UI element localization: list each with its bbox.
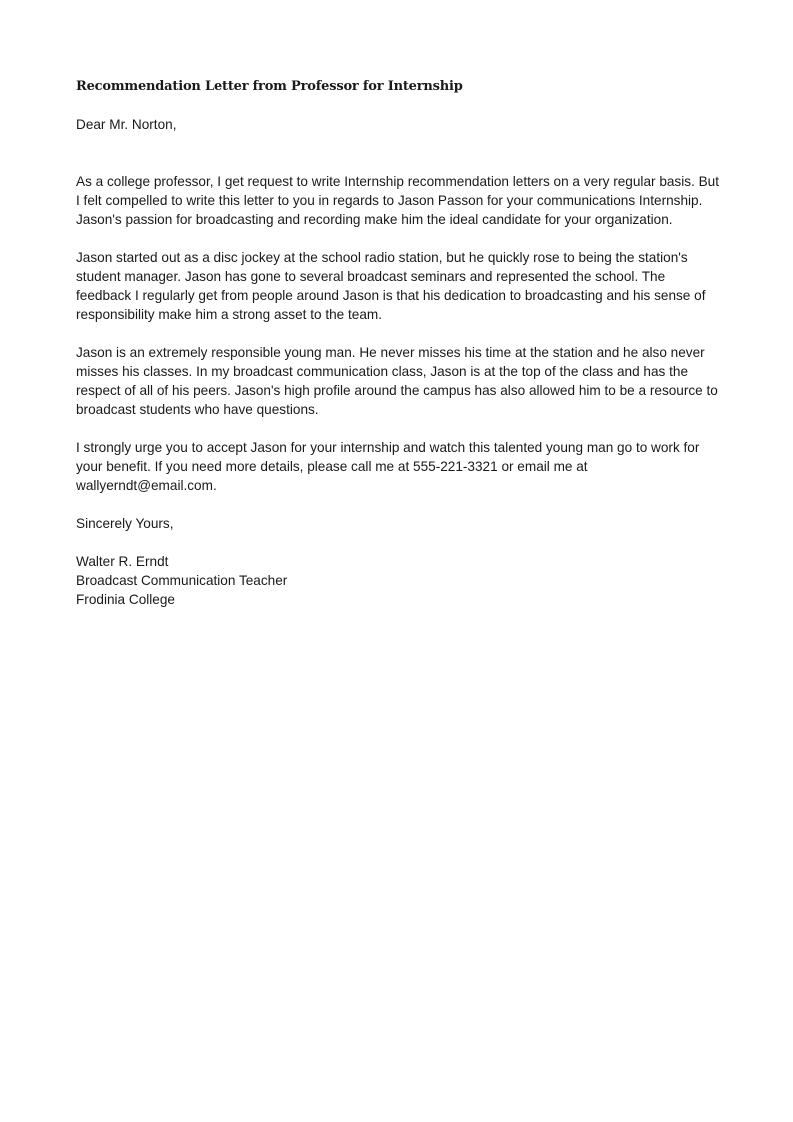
signer-name: Walter R. Erndt [76, 554, 169, 569]
letter-body [76, 78, 721, 609]
signature-block [76, 552, 721, 609]
salutation: Dear Mr. Norton, [76, 117, 177, 132]
paragraph-2: Jason started out as a disc jockey at the school radio station, but he quickly rose to being the station's student manager. Jason has gone to several broadcast seminars and represented the school. The feedback I regularly get from people around Jason is that his dedication to broadcasting and his sense of responsibility make him a strong asset to the team. [76, 250, 706, 322]
signer-institution: Frodinia College [76, 592, 175, 607]
letter-title: Recommendation Letter from Professor for Internship [76, 79, 463, 94]
paragraph-3: Jason is an extremely responsible young man. He never misses his time at the station and he also never misses his classes. In my broadcast communication class, Jason is at the top of the class and has the respect of all of his peers. Jason's high profile around the campus has also allowed him to be a resource to broadcast students who have questions. [76, 345, 718, 417]
signer-position: Broadcast Communication Teacher [76, 573, 288, 588]
closing: Sincerely Yours, [76, 516, 174, 531]
paragraph-4: I strongly urge you to accept Jason for your internship and watch this talented young man go to work for your benefit. If you need more details, please call me at 555-221-3321 or email me at wallyerndt@email.com. [76, 440, 700, 493]
paragraph-1: As a college professor, I get request to write Internship recommendation letters on a very regular basis. But I felt compelled to write this letter to you in regards to Jason Passon for your communications Internship. Jason's passion for broadcasting and recording make him the ideal candidate for your organization. [76, 174, 720, 227]
